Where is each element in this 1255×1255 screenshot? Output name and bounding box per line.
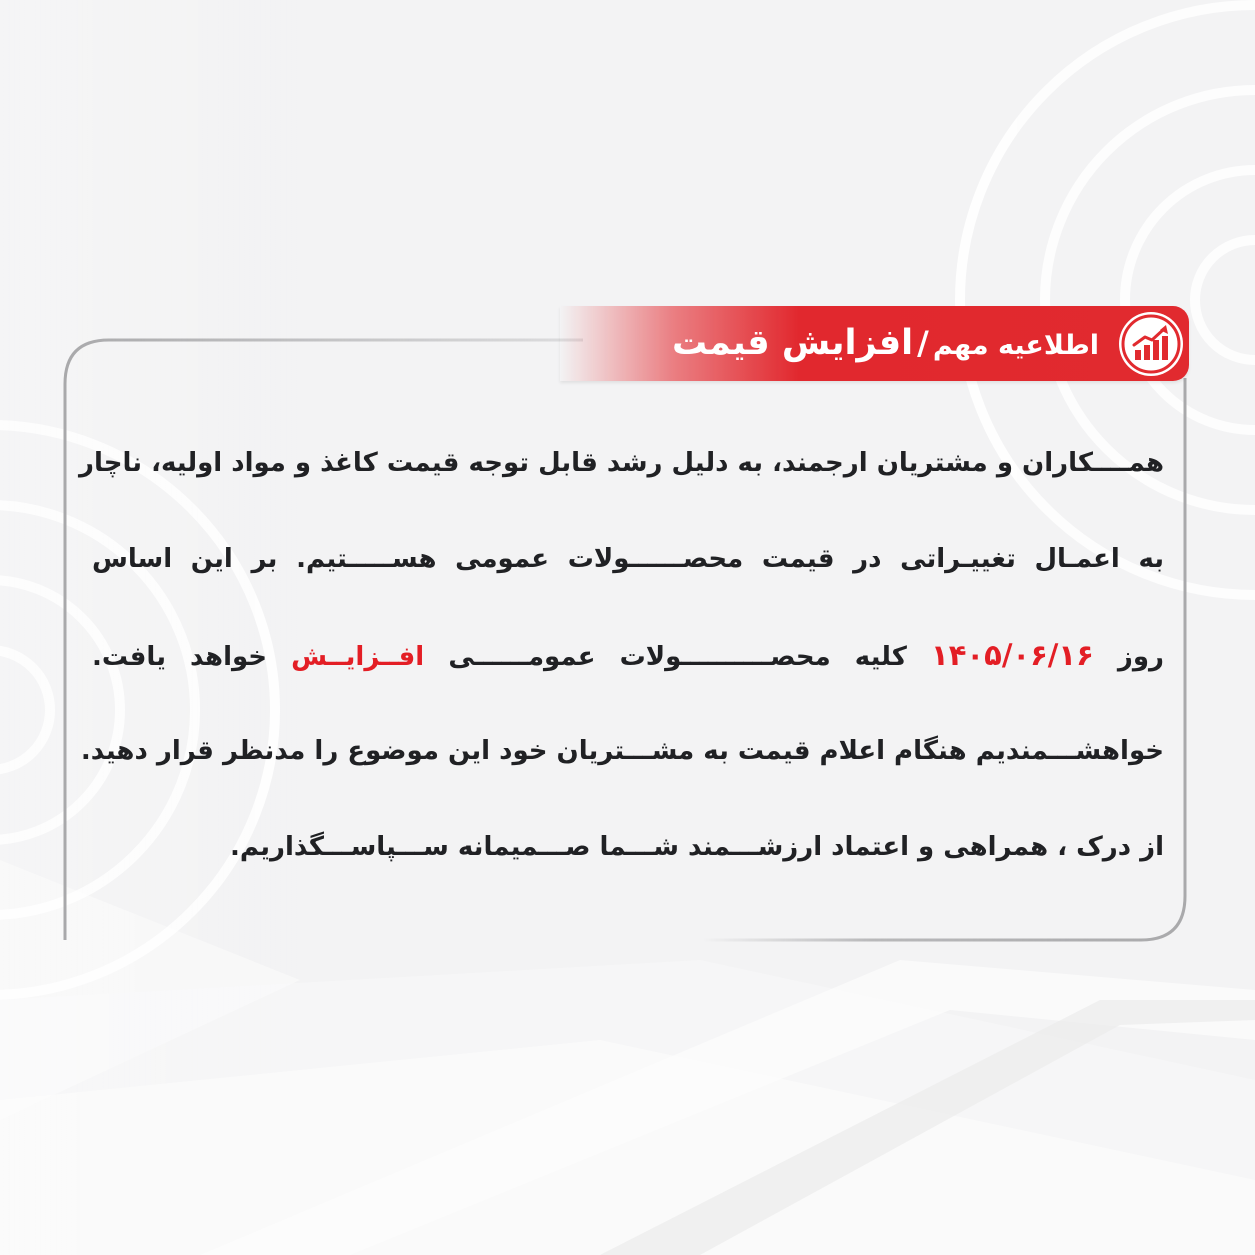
header-label: اطلاعیه مهم	[932, 330, 1099, 361]
announcement-body	[79, 432, 1165, 912]
header-title	[672, 306, 1099, 381]
header-banner	[560, 306, 1189, 381]
header-separator: /	[917, 324, 929, 362]
line3-middle: کلیه محصــــــــــولات عمومــــــی	[448, 642, 907, 672]
body-line-5: از درک ، همراهی و اعتماد ارزشـــمند شـــما صـــمیمانه ســـپاســـگذاریم.	[229, 832, 1164, 862]
increase-highlight: افــزایــش	[291, 642, 425, 672]
line3-prefix: روز	[1117, 642, 1165, 672]
growth-chart-icon	[1119, 312, 1183, 376]
body-line-2: به اعمـال تغییـراتی در قیمت محصــــــولات عمومی هســـــتیم. بر این اساس	[92, 544, 1164, 574]
body-line-3	[92, 624, 1164, 720]
line3-suffix: خواهد یافت.	[92, 642, 268, 672]
header-main-title: افزایش قیمت	[671, 323, 914, 363]
effective-date: ۱۴۰۵/۰۶/۱۶	[931, 638, 1094, 672]
body-line-1: همــــکاران و مشتریان ارجمند، به دلیل رشد قابل توجه قیمت کاغذ و مواد اولیه، ناچار	[79, 448, 1164, 478]
body-line-4: خواهشـــمندیم هنگام اعلام قیمت به مشـــتریان خود این موضوع را مدنظر قرار دهید.	[80, 736, 1164, 766]
